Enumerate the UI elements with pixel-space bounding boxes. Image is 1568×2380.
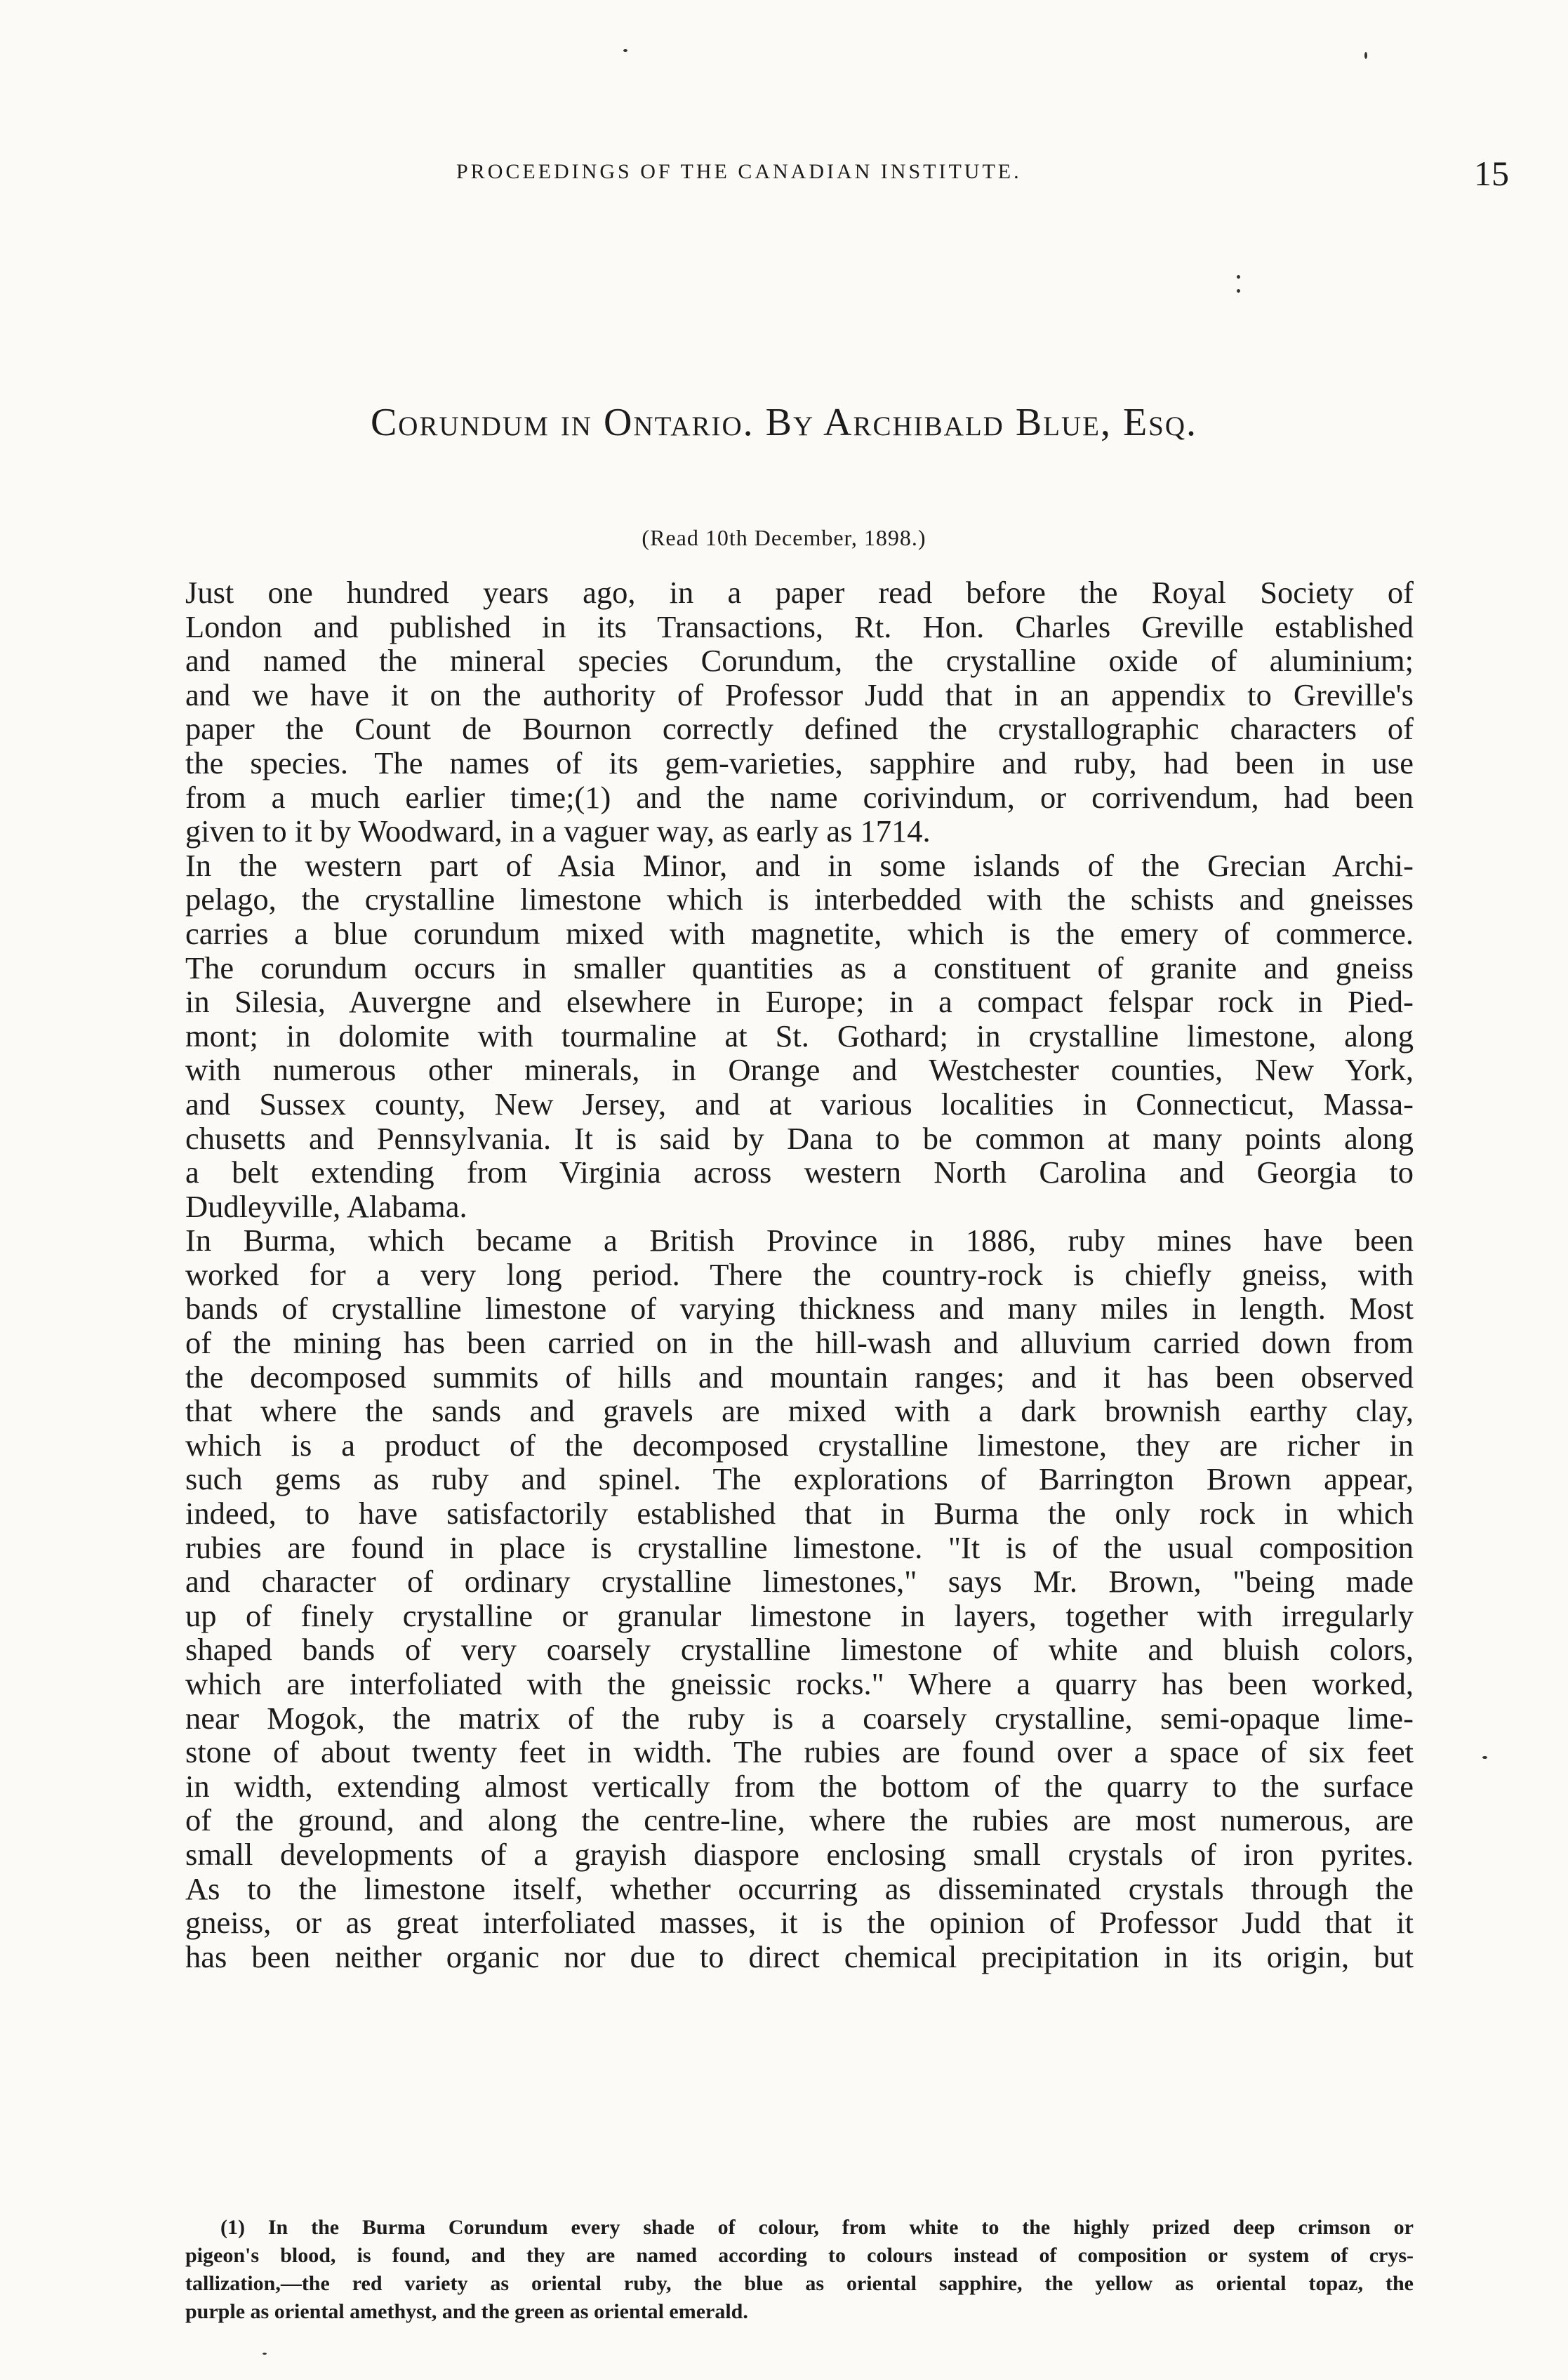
body-line: mont; in dolomite with tourmaline at St. Gothard; in crystalline limestone, along [185, 1018, 1414, 1053]
body-line: Just one hundred years ago, in a paper read before the Royal Society of [185, 575, 1414, 610]
body-line: In Burma, which became a British Province in 1886, ruby mines have been [185, 1223, 1414, 1258]
body-line: Dudleyville, Alabama. [185, 1188, 467, 1224]
body-line: the decomposed summits of hills and mountain ranges; and it has been observed [185, 1359, 1414, 1395]
running-title: PROCEEDINGS OF THE CANADIAN INSTITUTE. [456, 160, 1022, 183]
body-line: such gems as ruby and spinel. The explorations of Barrington Brown appear, [185, 1461, 1414, 1497]
footnote-line: purple as oriental amethyst, and the green as oriental emerald. [185, 2300, 748, 2323]
body-line: the species. The names of its gem-varieties, sapphire and ruby, had been in use [185, 745, 1414, 780]
body-line: The corundum occurs in smaller quantities as a constituent of granite and gneiss [185, 950, 1414, 985]
footnote-line: (1) In the Burma Corundum every shade of colour, from white to the highly prized deep crimson or [220, 2216, 1414, 2239]
body-line: stone of about twenty feet in width. The rubies are found over a space of six feet [185, 1734, 1414, 1770]
body-line: a belt extending from Virginia across western North Carolina and Georgia to [185, 1155, 1414, 1190]
body-line: London and published in its Transactions, Rt. Hon. Charles Greville established [185, 609, 1414, 644]
body-line: and Sussex county, New Jersey, and at various localities in Connecticut, Massa- [185, 1086, 1414, 1122]
body-line: worked for a very long period. There the country-rock is chiefly gneiss, with [185, 1256, 1414, 1292]
body-line: rubies are found in place is crystalline limestone. "It is of the usual composition [185, 1529, 1414, 1565]
body-line: paper the Count de Bournon correctly defined the crystallographic characters of [185, 711, 1414, 747]
body-line: in Silesia, Auvergne and elsewhere in Europe; in a compact felspar rock in Pied- [185, 984, 1414, 1020]
scan-speck [1237, 275, 1240, 279]
scan-speck [263, 2353, 267, 2355]
scan-speck [623, 49, 627, 52]
footnote-line: pigeon's blood, is found, and they are named according to colours instead of composition or system of crys- [185, 2244, 1414, 2267]
footnote [185, 2214, 1414, 2326]
article-title: Corundum in Ontario. By Archibald Blue, Esq. [370, 401, 1198, 444]
footnote-line: tallization,—the red variety as oriental ruby, the blue as oriental sapphire, the yellow as oriental topaz, the [185, 2272, 1414, 2295]
body-line: small developments of a grayish diaspore enclosing small crystals of iron pyrites. [185, 1836, 1414, 1872]
body-line: As to the limestone itself, whether occurring as disseminated crystals through the [185, 1870, 1414, 1906]
body-line: chusetts and Pennsylvania. It is said by Dana to be common at many points along [185, 1120, 1414, 1156]
body-line: in width, extending almost vertically from the bottom of the quarry to the surface [185, 1768, 1414, 1804]
body-line: carries a blue corundum mixed with magnetite, which is the emery of commerce. [185, 915, 1414, 951]
scan-speck [1482, 1756, 1487, 1759]
article-body [185, 576, 1414, 1974]
scan-speck [1237, 289, 1240, 293]
body-line: and we have it on the authority of Professor Judd that in an appendix to Greville's [185, 677, 1414, 712]
body-line: with numerous other minerals, in Orange and Westchester counties, New York, [185, 1052, 1414, 1088]
body-line: from a much earlier time;(1) and the name corivindum, or corrivendum, had been [185, 779, 1414, 815]
page-number: 15 [1474, 154, 1509, 193]
body-line: bands of crystalline limestone of varying thickness and many miles in length. Most [185, 1291, 1414, 1327]
body-line: which are interfoliated with the gneissic rocks." Where a quarry has been worked, [185, 1666, 1414, 1701]
running-head [456, 154, 1509, 193]
body-line: gneiss, or as great interfoliated masses, it is the opinion of Professor Judd that it [185, 1905, 1414, 1941]
body-line: near Mogok, the matrix of the ruby is a coarsely crystalline, semi-opaque lime- [185, 1700, 1414, 1736]
body-line: and named the mineral species Corundum, the crystalline oxide of aluminium; [185, 643, 1414, 679]
body-line: indeed, to have satisfactorily established that in Burma the only rock in which [185, 1496, 1414, 1531]
body-line: pelago, the crystalline limestone which is interbedded with the schists and gneisses [185, 882, 1414, 917]
body-line: which is a product of the decomposed crystalline limestone, they are richer in [185, 1427, 1414, 1463]
scan-speck [1364, 52, 1367, 59]
body-line: of the mining has been carried on in the hill-wash and alluvium carried down from [185, 1325, 1414, 1361]
body-line: In the western part of Asia Minor, and in some islands of the Grecian Archi- [185, 847, 1414, 883]
body-line: shaped bands of very coarsely crystalline limestone of white and bluish colors, [185, 1632, 1414, 1668]
body-line: up of finely crystalline or granular limestone in layers, together with irregularly [185, 1597, 1414, 1633]
body-line: and character of ordinary crystalline limestones," says Mr. Brown, "being made [185, 1564, 1414, 1600]
body-line: of the ground, and along the centre-line, where the rubies are most numerous, are [185, 1802, 1414, 1838]
read-date: (Read 10th December, 1898.) [642, 525, 926, 550]
body-line: given to it by Woodward, in a vaguer way, as early as 1714. [185, 813, 931, 849]
body-line: has been neither organic nor due to direct chemical precipitation in its origin, but [185, 1939, 1414, 1974]
body-line: that where the sands and gravels are mixed with a dark brownish earthy clay, [185, 1393, 1414, 1429]
